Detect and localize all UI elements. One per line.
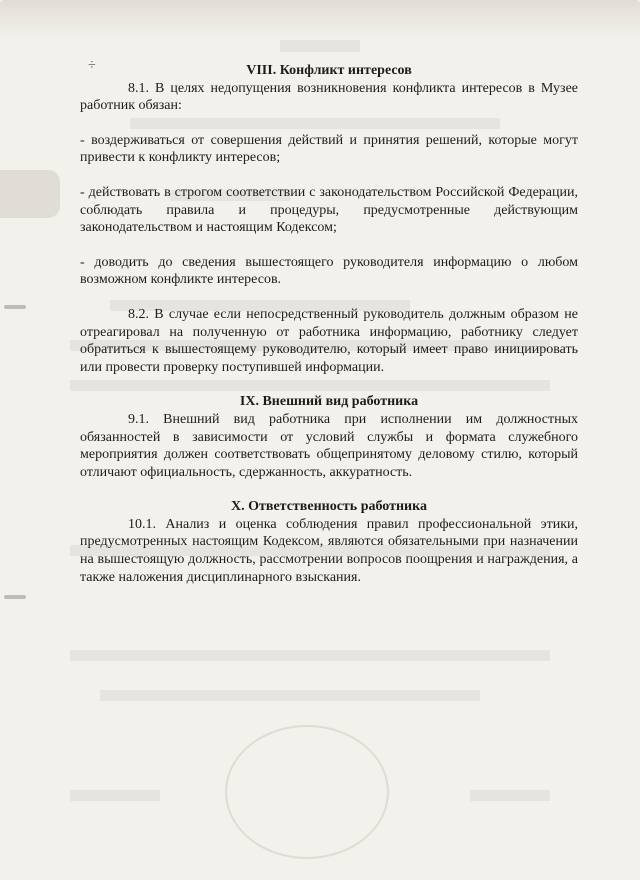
binder-hole (4, 305, 26, 309)
section-heading-viii: VIII. Конфликт интересов (246, 63, 412, 78)
list-item: - воздерживаться от совершения действий и принятия решений, которые могут привести к конфликту интересов; (80, 132, 578, 166)
stray-mark: ÷ (88, 58, 96, 73)
paragraph-8-2: 8.2. В случае если непосредственный руководитель должным образом не отреагировал на полученную от работника информацию, работнику следует обратиться к вышестоящему руководителю, который имеет право инициировать или провести проверку поступившей информации. (80, 306, 578, 375)
binder-hole (4, 595, 26, 599)
stamp-seal (225, 725, 389, 859)
list-item: - действовать в строгом соответствии с законодательством Российской Федерации, соблюдать правила и процедуры, предусмотренные действующим законодательством и настоящим Кодексом; (80, 184, 578, 236)
list-item: - доводить до сведения вышестоящего руководителя информацию о любом возможном конфликте интересов. (80, 254, 578, 288)
section-heading-x: X. Ответственность работника (231, 499, 427, 515)
paragraph-10-1: 10.1. Анализ и оценка соблюдения правил профессиональной этики, предусмотренных настоящим Кодексом, являются обязательными при назначении на вышестоящую должность, рассмотрении вопросов поощрения и награждения, а также наложения дисциплинарного взыскания. (80, 516, 578, 585)
scan-stain (0, 170, 60, 218)
section-heading-ix: IX. Внешний вид работника (239, 394, 419, 410)
paragraph-9-1: 9.1. Внешний вид работника при исполнении им должностных обязанностей в зависимости от условий службы и формата служебного мероприятия должен соответствовать общепринятому деловому стилю, который отличают официальность, сдержанность, аккуратность. (80, 411, 578, 480)
paragraph-8-1: 8.1. В целях недопущения возникновения конфликта интересов в Музее работник обязан: (80, 80, 578, 114)
document-body (80, 62, 578, 586)
